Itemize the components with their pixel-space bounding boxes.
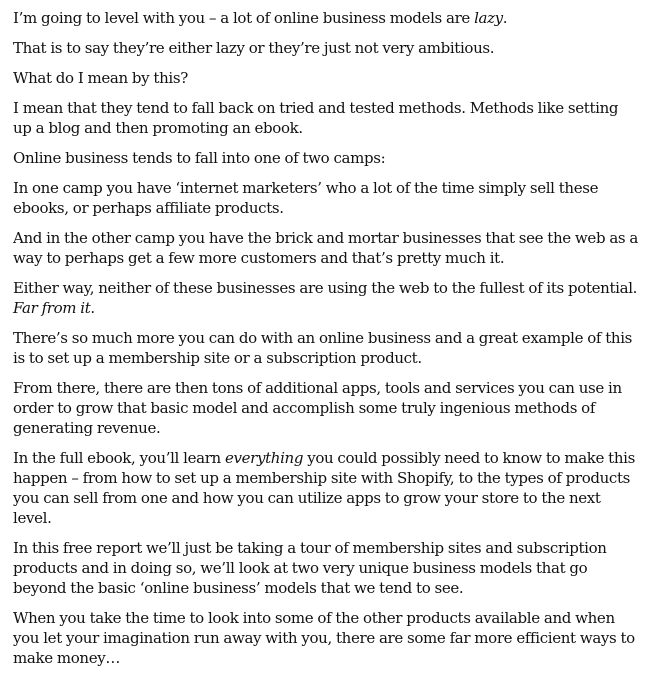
paragraph-13: When you take the time to look into some of the other products available and when you let your imagination run away with you, there are some far more efficient ways to make money… bbox=[13, 609, 635, 667]
paragraph-1 bbox=[13, 8, 640, 28]
paragraph-5: Online business tends to fall into one of two camps: bbox=[13, 149, 386, 167]
paragraph-1-text: I’m going to level with you – a lot of online business models are bbox=[13, 9, 475, 27]
paragraph-2: That is to say they’re either lazy or they’re just not very ambitious. bbox=[13, 39, 495, 57]
paragraph-11-text: In the full ebook, you’ll learn bbox=[13, 449, 225, 467]
paragraph-1-end: . bbox=[502, 9, 508, 27]
paragraph-7: And in the other camp you have the brick and mortar businesses that see the web as a way to perhaps get a few more customers and that’s pretty much it. bbox=[13, 229, 638, 267]
paragraph-6: In one camp you have ‘internet marketers’ who a lot of the time simply sell these ebooks, or perhaps affiliate products. bbox=[13, 179, 599, 217]
paragraph-12: In this free report we’ll just be taking a tour of membership sites and subscription products and in doing so, we’ll look at two very unique business models that go beyond the basic ‘online business’ models that we tend to see. bbox=[13, 539, 607, 597]
paragraph-11 bbox=[13, 448, 640, 528]
paragraph-8-emphasis: Far from it bbox=[13, 299, 91, 317]
paragraph-8-end: . bbox=[90, 299, 95, 317]
paragraph-10: From there, there are then tons of additional apps, tools and services you can use in order to grow that basic model and accomplish some truly ingenious methods of generating revenue. bbox=[13, 379, 622, 437]
paragraph-11-end: you could possibly need to know to make this happen – from how to set up a membership site with Shopify, to the types of products you can sell from one and how you can utilize apps to grow your store to the next level. bbox=[13, 449, 635, 527]
paragraph-3: What do I mean by this? bbox=[13, 69, 188, 87]
paragraph-8-text: Either way, neither of these businesses are using the web to the fullest of its potential. bbox=[13, 279, 638, 297]
paragraph-1-emphasis: lazy bbox=[474, 9, 503, 27]
paragraph-11-emphasis: everything bbox=[224, 449, 304, 467]
paragraph-9: There’s so much more you can do with an online business and a great example of this is to set up a membership site or a subscription product. bbox=[13, 329, 633, 367]
paragraph-8 bbox=[13, 278, 640, 318]
paragraph-4: I mean that they tend to fall back on tried and tested methods. Methods like setting up a blog and then promoting an ebook. bbox=[13, 99, 619, 137]
